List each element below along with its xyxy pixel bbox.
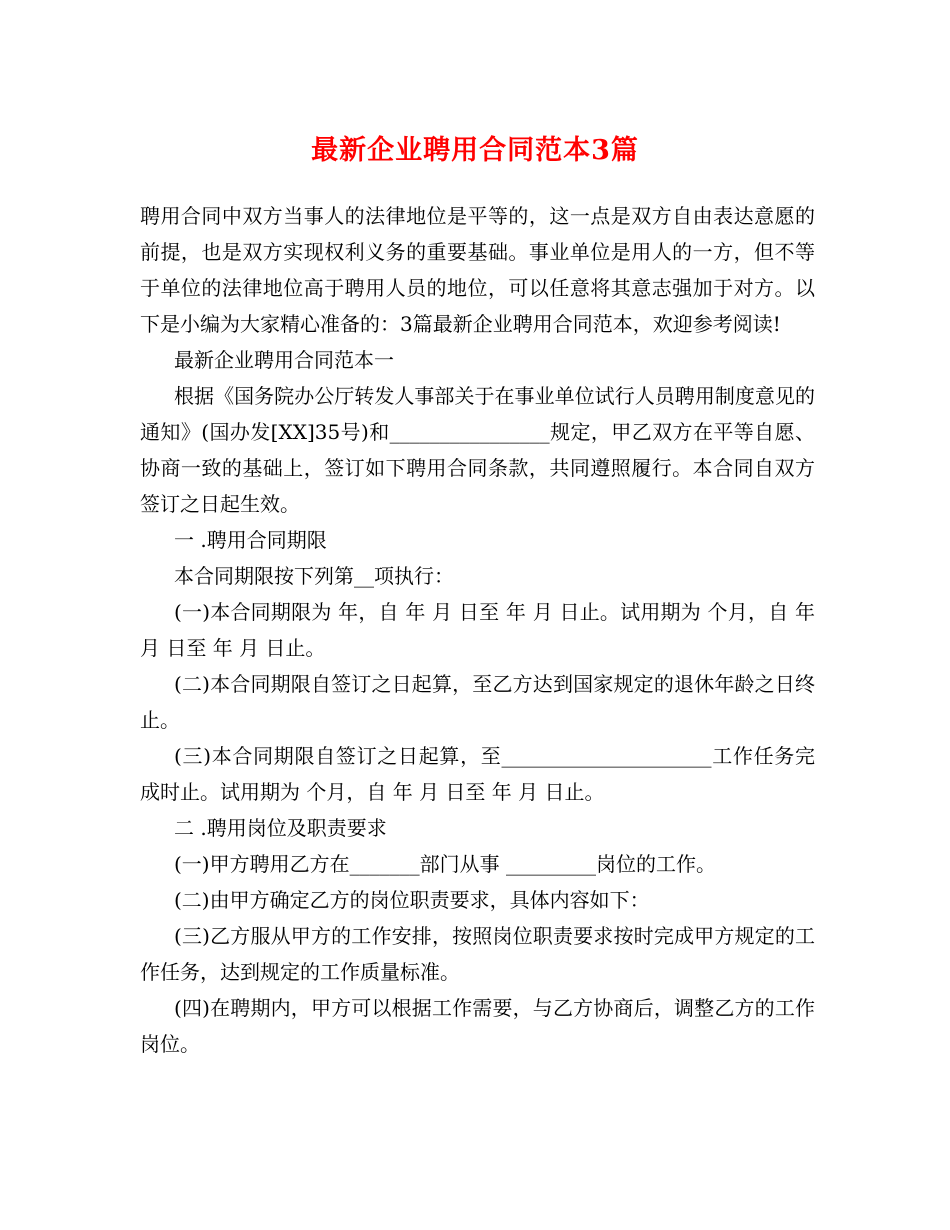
position-item-one: (一)甲方聘用乙方在_______部门从事 _________岗位的工作。 xyxy=(174,852,716,876)
term-item-three: (三)本合同期限自签订之日起算，至_____________________工作任务完成时止。试用期为 个月，自 年 月 日至 年 月 日止。 xyxy=(140,744,815,804)
position-item-four: (四)在聘期内，甲方可以根据工作需要，与乙方协商后，调整乙方的工作岗位。 xyxy=(140,996,815,1056)
preamble-paragraph: 根据《国务院办公厅转发人事部关于在事业单位试行人员聘用制度意见的通知》(国办发[XX]35号)和________________规定，甲乙双方在平等自愿、协商一致的基础上，签订如下聘用合同条款，共同遵照履行。本合同自双方签订之日起生效。 xyxy=(140,384,815,516)
term-item-one: (一)本合同期限为 年，自 年 月 日至 年 月 日止。试用期为 个月，自 年 月 日至 年 月 日止。 xyxy=(140,600,815,660)
document-title: 最新企业聘用合同范本3篇 xyxy=(311,135,639,166)
contract-term-option-line: 本合同期限按下列第__项执行： xyxy=(174,564,454,588)
term-item-two: (二)本合同期限自签订之日起算，至乙方达到国家规定的退休年龄之日终止。 xyxy=(140,672,815,732)
document-body xyxy=(140,198,815,1062)
clause-heading-contract-term: 一 .聘用合同期限 xyxy=(174,528,327,552)
section-heading-sample-one: 最新企业聘用合同范本一 xyxy=(174,348,394,372)
clause-heading-position: 二 .聘用岗位及职责要求 xyxy=(174,816,387,840)
position-item-two: (二)由甲方确定乙方的岗位职责要求，具体内容如下： xyxy=(174,888,650,912)
intro-paragraph: 聘用合同中双方当事人的法律地位是平等的，这一点是双方自由表达意愿的前提，也是双方实现权利义务的重要基础。事业单位是用人的一方，但不等于单位的法律地位高于聘用人员的地位，可以任意将其意志强加于对方。以下是小编为大家精心准备的：3篇最新企业聘用合同范本，欢迎参考阅读! xyxy=(140,204,815,336)
position-item-three: (三)乙方服从甲方的工作安排，按照岗位职责要求按时完成甲方规定的工作任务，达到规定的工作质量标准。 xyxy=(140,924,815,984)
